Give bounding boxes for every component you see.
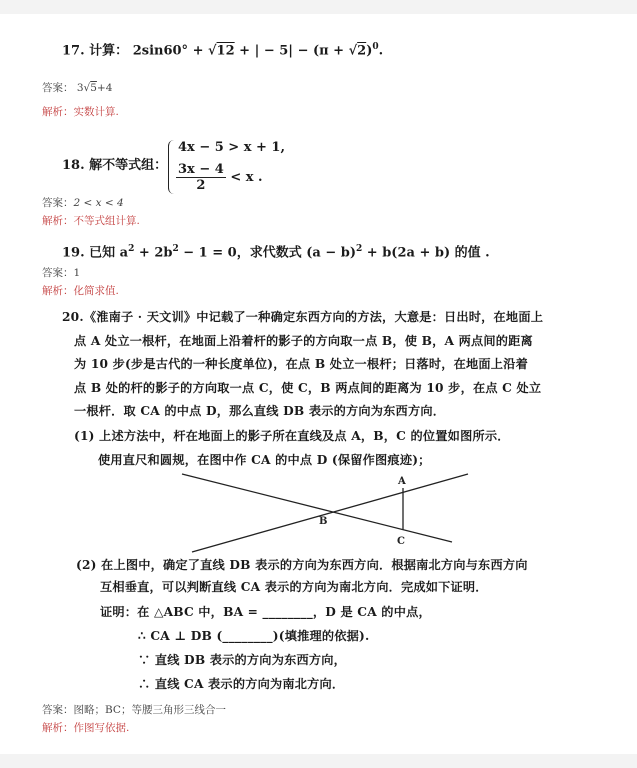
question-prompt: 解不等式组： [89,158,168,173]
question-text: 已知 a [89,245,129,261]
question-17 [62,37,383,61]
proof-line: ∵ 直线 DB 表示的方向为东西方向， [138,653,347,667]
answer-label: 答案： [42,704,74,716]
inequality-rest: < x . [230,170,263,185]
exponent: 2 [172,244,179,254]
question-number: 19. [62,245,85,261]
question-number: 20. [62,310,84,324]
inequality-1: 4x − 5 > x + 1, [178,140,285,155]
line-text: 《淮南子 · 天文训》中记载了一种确定东西方向的方法，大意是：日出时，在地面上 [83,310,544,324]
sqrt-symbol: √ [348,43,358,59]
expression-part: 2sin60° + [132,43,208,59]
exponent: 2 [356,244,363,254]
shadow-line-lower [192,474,468,552]
analysis-text: 不等式组计算. [73,215,140,227]
question-text: + b(2a + b) 的值 . [362,245,490,261]
exponent: 2 [128,244,135,254]
analysis-text: 化简求值. [73,285,119,297]
paragraph-line: 为 10 步(步是古代的一种长度单位)，在点 B 处立一根杆；日落时，在地面上沿着 [74,357,528,371]
proof-line: ∴ CA ⊥ DB (________)(填推理的依据). [138,629,370,643]
paragraph-line: 点 A 处立一根杆，在地面上沿着杆的影子的方向取一点 B，使 B，A 两点间的距离 [74,333,533,348]
question-text: − 1 = 0，求代数式 (a − b) [178,245,356,261]
answer-18 [42,195,124,210]
question-prompt: 计算： [89,43,129,59]
part1-line: 使用直尺和圆规，在图中作 CA 的中点 D (保留作图痕迹)； [98,452,431,467]
period: . [378,43,384,59]
fraction-denominator: 2 [196,178,206,193]
answer-label: 答案： [42,82,74,94]
paragraph-line: 一根杆．取 CA 的中点 D，那么直线 DB 表示的方向为东西方向． [74,404,446,418]
part1-line: (1) 上述方法中，杆在地面上的影子所在直线及点 A，B，C 的位置如图所示． [74,429,510,443]
question-18-header [62,156,167,176]
fraction [176,162,226,193]
expression-part: + | − 5| − (π + [239,43,349,59]
shadow-line-upper [182,474,452,542]
inequality-2 [176,162,263,193]
paragraph-line [62,306,577,330]
radicand: 12 [216,43,235,59]
geometry-figure [170,464,480,564]
analysis-text: 实数计算. [73,106,119,118]
proof-block [100,600,615,696]
proof-line: 证明：在 △ABC 中，BA = ________，D 是 CA 的中点， [100,605,431,619]
analysis-label: 解析： [42,215,74,227]
answer-19 [42,265,80,280]
analysis-label: 解析： [42,722,74,734]
question-20-body [62,306,577,424]
analysis-label: 解析： [42,106,74,118]
sqrt-symbol: √ [83,82,91,94]
analysis-label: 解析： [42,285,74,297]
answer-text: 图略；BC；等腰三角形三线合一 [73,704,226,716]
part2-line: 互相垂直，可以判断直线 CA 表示的方向为南北方向．完成如下证明． [100,580,488,594]
answer-text: 2 < x < 4 [73,197,124,209]
exponent: 0 [372,42,379,52]
analysis-19 [42,283,119,298]
expression-part: ) [366,43,373,59]
analysis-20 [42,720,129,735]
point-label-c: C [397,536,405,547]
fraction-numerator: 3x − 4 [178,162,224,177]
answer-20 [42,702,226,717]
radicand: 2 [357,43,367,59]
system-brace [168,140,175,194]
answer-rest: +4 [96,82,113,94]
analysis-17 [42,104,119,119]
question-number: 18. [62,158,85,173]
proof-line: ∴ 直线 CA 表示的方向为南北方向． [138,677,345,691]
question-number: 17. [62,43,85,59]
point-label-a: A [398,476,406,487]
radicand: 5 [90,82,97,94]
worksheet-page [0,14,637,754]
sqrt-symbol: √ [208,43,217,59]
answer-label: 答案： [42,267,74,279]
question-19 [62,239,490,263]
analysis-18 [42,213,140,228]
answer-17 [42,80,112,95]
paragraph-line: 点 B 处的杆的影子的方向取一点 C，使 C，B 两点间的距离为 10 步，在点 C 处立 [74,380,542,395]
question-20-part2 [76,554,591,598]
answer-coef: 3 [76,82,84,94]
question-text: + 2b [134,245,173,261]
answer-label: 答案： [42,197,74,209]
point-label-b: B [319,516,328,527]
analysis-text: 作图写依据. [73,722,130,734]
answer-text: 1 [73,267,81,279]
part2-line: (2) 在上图中，确定了直线 DB 表示的方向为东西方向．根据南北方向与东西方向 [76,558,528,572]
